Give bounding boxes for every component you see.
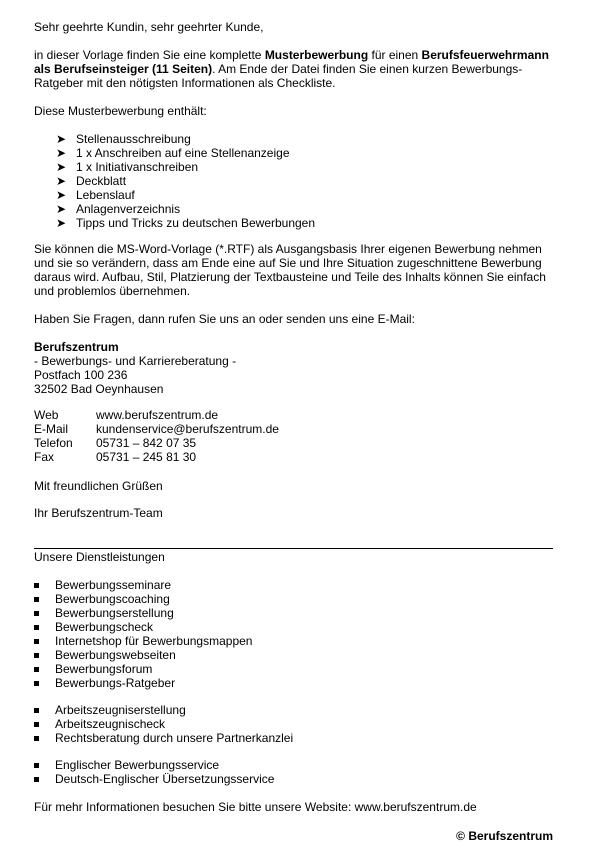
square-bullet-icon (34, 763, 39, 768)
intro-line-1 (34, 48, 549, 62)
contact-row-email (34, 422, 279, 436)
company-subtitle: - Bewerbungs- und Karriereberatung - (34, 354, 237, 368)
contents-item (56, 146, 290, 160)
intro-text-3: . Am Ende der Datei finden Sie einen kurzen Bewerbungs- (212, 62, 523, 76)
service-label: Bewerbungs-Ratgeber (55, 676, 176, 690)
arrow-bullet-icon: ➤ (56, 174, 67, 188)
service-item (34, 634, 252, 648)
usage-line-2: und sie so verändern, dass am Ende eine auf Sie und Ihre Situation zugeschnittene Bewerbung (34, 256, 542, 270)
contents-item (56, 202, 180, 216)
signature: Ihr Berufszentrum-Team (34, 506, 163, 520)
service-item (34, 606, 174, 620)
contact-row-phone (34, 436, 196, 450)
more-info: Für mehr Informationen besuchen Sie bitte unsere Website: www.berufszentrum.de (34, 800, 477, 814)
square-bullet-icon (34, 625, 39, 630)
contents-item (56, 160, 198, 174)
copyright: © Berufszentrum (456, 829, 553, 843)
square-bullet-icon (34, 736, 39, 741)
arrow-bullet-icon: ➤ (56, 146, 67, 160)
service-label: Bewerbungsseminare (55, 578, 172, 592)
service-item (34, 703, 186, 717)
service-label: Arbeitszeugnischeck (55, 717, 166, 731)
square-bullet-icon (34, 708, 39, 713)
intro-bold-1: Musterbewerbung (264, 48, 369, 62)
service-item (34, 578, 171, 592)
questions-text: Haben Sie Fragen, dann rufen Sie uns an oder senden uns eine E-Mail: (34, 312, 415, 326)
square-bullet-icon (34, 667, 39, 672)
service-label: Arbeitszeugniserstellung (55, 703, 186, 717)
salutation: Sehr geehrte Kundin, sehr geehrter Kunde, (34, 20, 264, 34)
square-bullet-icon (34, 722, 39, 727)
square-bullet-icon (34, 777, 39, 782)
contents-item (56, 132, 191, 146)
phone-number: 05731 – 842 07 35 (96, 436, 197, 450)
intro-text-1: in dieser Vorlage finden Sie eine komplette (34, 48, 265, 62)
square-bullet-icon (34, 653, 39, 658)
services-heading: Unsere Dienstleistungen (34, 550, 165, 564)
service-label: Rechtsberatung durch unsere Partnerkanzlei (55, 731, 294, 745)
arrow-bullet-icon: ➤ (56, 160, 67, 174)
contents-item-label: Lebenslauf (76, 188, 135, 202)
address-city: 32502 Bad Oeynhausen (34, 382, 164, 396)
service-label: Bewerbungscheck (55, 620, 154, 634)
arrow-bullet-icon: ➤ (56, 216, 67, 230)
contact-key: Web (34, 408, 59, 422)
service-label: Englischer Bewerbungsservice (55, 758, 220, 772)
square-bullet-icon (34, 681, 39, 686)
service-item (34, 717, 165, 731)
company-name: Berufszentrum (34, 340, 119, 354)
usage-line-4: und problemlos übernehmen. (34, 284, 191, 298)
square-bullet-icon (34, 611, 39, 616)
contact-row-web (34, 408, 218, 422)
closing: Mit freundlichen Grüßen (34, 479, 163, 493)
service-item (34, 592, 170, 606)
email-link[interactable]: kundenservice@berufszentrum.de (96, 422, 279, 436)
contents-item-label: Stellenausschreibung (76, 132, 191, 146)
intro-line-3: Ratgeber mit den nötigsten Informationen als Checkliste. (34, 76, 336, 90)
web-link[interactable]: www.berufszentrum.de (96, 408, 219, 422)
service-label: Internetshop für Bewerbungsmappen (55, 634, 253, 648)
arrow-bullet-icon: ➤ (56, 202, 67, 216)
contact-row-fax (34, 450, 196, 464)
contents-heading: Diese Musterbewerbung enthält: (34, 104, 207, 118)
address-postbox: Postfach 100 236 (34, 368, 128, 382)
intro-bold-3: als Berufseinsteiger (11 Seiten) (34, 62, 213, 76)
usage-line-3: daraus wird. Aufbau, Stil, Platzierung der Textbausteine und Teile des Inhalts können Sie einfach (34, 270, 546, 284)
service-item (34, 772, 274, 786)
service-label: Deutsch-Englischer Übersetzungsservice (55, 772, 275, 786)
intro-text-2: für einen (368, 48, 422, 62)
service-item (34, 648, 176, 662)
service-item (34, 676, 175, 690)
service-label: Bewerbungsforum (55, 662, 153, 676)
divider (34, 548, 553, 549)
contact-key: Fax (34, 450, 55, 464)
service-item (34, 731, 293, 745)
square-bullet-icon (34, 583, 39, 588)
contents-item (56, 188, 135, 202)
intro-line-2 (34, 62, 522, 76)
square-bullet-icon (34, 597, 39, 602)
arrow-bullet-icon: ➤ (56, 132, 67, 146)
service-label: Bewerbungscoaching (55, 592, 170, 606)
fax-number: 05731 – 245 81 30 (96, 450, 197, 464)
square-bullet-icon (34, 639, 39, 644)
service-label: Bewerbungswebseiten (55, 648, 176, 662)
intro-bold-2: Berufsfeuerwehrmann (421, 48, 549, 62)
service-item (34, 620, 153, 634)
service-label: Bewerbungserstellung (55, 606, 174, 620)
arrow-bullet-icon: ➤ (56, 188, 67, 202)
contents-item-label: 1 x Anschreiben auf eine Stellenanzeige (76, 146, 290, 160)
contents-item (56, 174, 126, 188)
contents-item-label: 1 x Initiativanschreiben (76, 160, 199, 174)
contact-key: Telefon (34, 436, 73, 450)
contents-item (56, 216, 315, 230)
contents-item-label: Anlagenverzeichnis (76, 202, 181, 216)
contents-item-label: Tipps und Tricks zu deutschen Bewerbungen (76, 216, 316, 230)
contact-key: E-Mail (34, 422, 69, 436)
contents-item-label: Deckblatt (76, 174, 127, 188)
usage-line-1: Sie können die MS-Word-Vorlage (*.RTF) als Ausgangsbasis Ihrer eigenen Bewerbung nehmen (34, 242, 542, 256)
service-item (34, 758, 219, 772)
service-item (34, 662, 152, 676)
